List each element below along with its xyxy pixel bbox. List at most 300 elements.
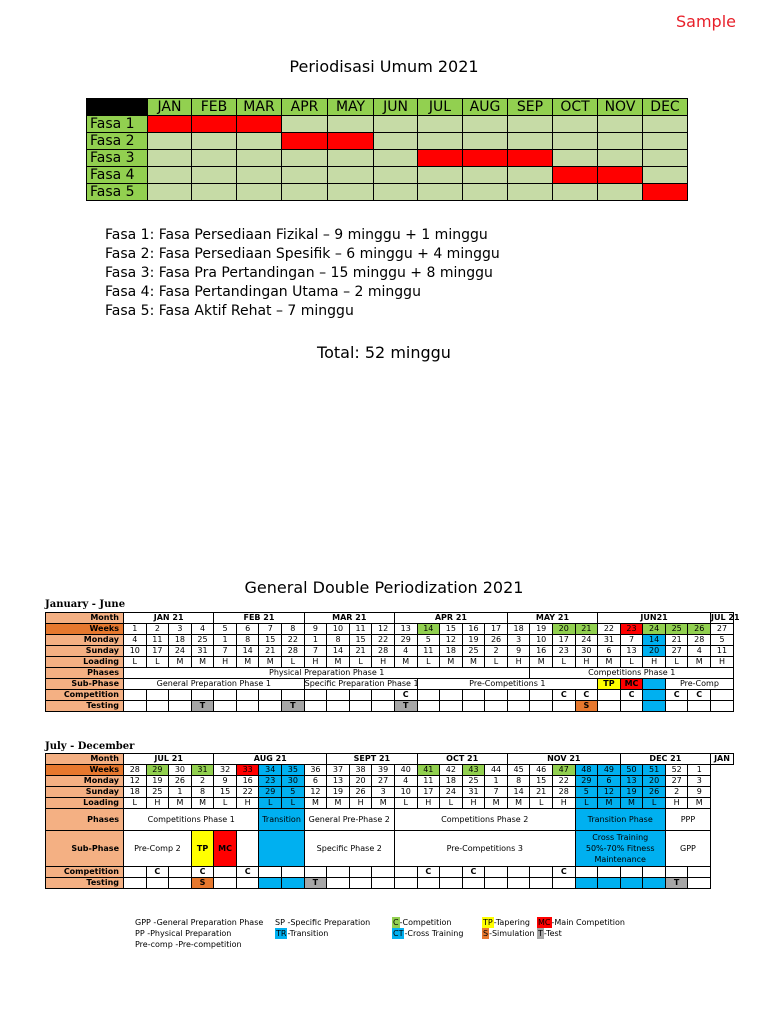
monday-cell: 26 — [169, 776, 192, 787]
week-cell: 30 — [169, 765, 192, 776]
loading-cell: M — [485, 798, 508, 809]
competition-row — [46, 690, 734, 701]
legend-text: -Cross Training — [404, 929, 464, 938]
phases-row — [46, 809, 734, 831]
legend-swatch: T — [538, 929, 543, 938]
loading-cell: M — [191, 657, 214, 668]
phase-cell — [508, 184, 553, 201]
competition-cell — [124, 867, 147, 878]
testing-cell — [124, 878, 147, 889]
legend-text: SP -Specific Preparation — [275, 918, 371, 927]
phase-cell — [237, 167, 282, 184]
month-header: APR — [282, 99, 328, 116]
phase-cell — [553, 167, 598, 184]
testing-cell — [552, 701, 575, 712]
monday-cell: 27 — [372, 776, 395, 787]
row-label: Month — [46, 613, 124, 624]
week-cell: 14 — [417, 624, 440, 635]
week-cell: 52 — [665, 765, 688, 776]
subphase-span: Pre-Competitions 1 — [417, 679, 598, 690]
week-cell: 29 — [146, 765, 169, 776]
week-cell: 26 — [688, 624, 711, 635]
week-cell: 28 — [124, 765, 147, 776]
sunday-cell: 2 — [665, 787, 688, 798]
month-cell: FEB 21 — [214, 613, 304, 624]
sunday-cell: 3 — [372, 787, 395, 798]
testing-row — [46, 701, 734, 712]
legend-text: -Simulation — [489, 929, 535, 938]
loading-cell: L — [440, 798, 463, 809]
phase-cell — [282, 116, 328, 133]
sunday-cell: 20 — [643, 646, 666, 657]
sunday-cell: 6 — [598, 646, 621, 657]
phase-cell — [374, 184, 418, 201]
phase-cell — [192, 150, 237, 167]
week-cell: 2 — [146, 624, 169, 635]
sunday-cell: 7 — [304, 646, 327, 657]
sunday-cell: 22 — [236, 787, 259, 798]
testing-cell: S — [191, 878, 214, 889]
sunday-cell: 27 — [665, 646, 688, 657]
sunday-cell: 11 — [711, 646, 734, 657]
monday-cell: 27 — [665, 776, 688, 787]
loading-cell: M — [372, 798, 395, 809]
row-label: Sub-Phase — [46, 679, 124, 690]
phase-span: Competitions Phase 1 — [530, 668, 734, 679]
loading-cell: M — [440, 657, 463, 668]
monday-row — [46, 635, 734, 646]
loading-cell: M — [327, 657, 350, 668]
week-cell: 46 — [530, 765, 553, 776]
loading-cell: H — [711, 657, 734, 668]
phase-cell — [237, 184, 282, 201]
monday-cell: 17 — [552, 635, 575, 646]
phase-cell — [463, 167, 508, 184]
month-cell: OCT 21 — [417, 754, 507, 765]
competition-cell — [124, 690, 147, 701]
legend-item — [275, 928, 328, 939]
phase-cell — [463, 133, 508, 150]
loading-cell: L — [552, 657, 575, 668]
competition-cell — [259, 690, 282, 701]
phase-span: Transition — [259, 809, 304, 831]
week-cell: 13 — [394, 624, 417, 635]
phase-cell — [328, 133, 374, 150]
competition-cell — [711, 690, 734, 701]
testing-cell — [530, 701, 553, 712]
loading-cell: L — [417, 657, 440, 668]
phase-cell — [598, 167, 643, 184]
phase-row — [87, 150, 688, 167]
competition-cell — [169, 690, 192, 701]
monday-cell: 5 — [417, 635, 440, 646]
month-header: NOV — [598, 99, 643, 116]
loading-cell: H — [552, 798, 575, 809]
sunday-cell: 7 — [214, 646, 237, 657]
loading-cell: L — [530, 798, 553, 809]
testing-cell — [507, 878, 530, 889]
week-cell: 34 — [259, 765, 282, 776]
competition-cell — [327, 690, 350, 701]
phase-cell — [282, 150, 328, 167]
row-label: Phases — [46, 668, 124, 679]
testing-cell — [304, 701, 327, 712]
sunday-cell: 21 — [349, 646, 372, 657]
loading-cell: H — [349, 798, 372, 809]
loading-cell: H — [146, 798, 169, 809]
monday-cell: 29 — [394, 635, 417, 646]
testing-cell — [440, 701, 463, 712]
periodization-title: Periodisasi Umum 2021 — [289, 57, 479, 76]
week-cell: 47 — [552, 765, 575, 776]
loading-cell: M — [169, 798, 192, 809]
phase-cell — [148, 184, 192, 201]
monday-cell: 14 — [643, 635, 666, 646]
week-cell: 22 — [598, 624, 621, 635]
testing-cell — [259, 878, 282, 889]
phase-row — [87, 133, 688, 150]
testing-cell — [507, 701, 530, 712]
week-cell: 23 — [620, 624, 643, 635]
week-cell: 44 — [485, 765, 508, 776]
legend-item — [135, 917, 263, 928]
competition-cell — [327, 867, 350, 878]
monday-cell: 18 — [440, 776, 463, 787]
subphase-row — [46, 831, 734, 867]
testing-cell: T — [191, 701, 214, 712]
testing-cell: T — [282, 701, 305, 712]
monday-cell: 11 — [417, 776, 440, 787]
subphase-span: MC — [620, 679, 643, 690]
month-header-row — [87, 99, 688, 116]
sunday-cell: 24 — [440, 787, 463, 798]
sunday-cell: 25 — [462, 646, 485, 657]
row-label: Competition — [46, 867, 124, 878]
subphase-span: TP — [191, 831, 214, 867]
sunday-cell: 19 — [620, 787, 643, 798]
phase-label: Fasa 2 — [87, 133, 148, 150]
week-cell: 45 — [507, 765, 530, 776]
monday-cell: 12 — [440, 635, 463, 646]
legend-item — [275, 917, 370, 928]
competition-cell — [440, 867, 463, 878]
loading-cell: L — [214, 798, 237, 809]
sunday-cell: 26 — [349, 787, 372, 798]
periodization-table-jul-dec — [45, 753, 734, 889]
testing-cell — [530, 878, 553, 889]
section-title-jul-dec: July - December — [45, 741, 135, 752]
week-cell: 27 — [711, 624, 734, 635]
phase-cell — [192, 133, 237, 150]
testing-cell — [417, 701, 440, 712]
month-header: OCT — [553, 99, 598, 116]
testing-cell — [214, 701, 237, 712]
week-cell: 9 — [304, 624, 327, 635]
weeks-row — [46, 624, 734, 635]
testing-cell — [214, 878, 237, 889]
row-label: Loading — [46, 798, 124, 809]
subphase-span: Pre-Comp 2 — [124, 831, 192, 867]
loading-cell: H — [372, 657, 395, 668]
phase-cell — [237, 150, 282, 167]
phase-cell — [374, 133, 418, 150]
week-cell: 35 — [282, 765, 305, 776]
month-header: MAR — [237, 99, 282, 116]
month-cell: SEPT 21 — [327, 754, 417, 765]
week-cell: 20 — [552, 624, 575, 635]
week-cell: 48 — [575, 765, 598, 776]
loading-cell: M — [598, 657, 621, 668]
monday-cell: 22 — [372, 635, 395, 646]
loading-row — [46, 798, 734, 809]
monday-cell: 6 — [598, 776, 621, 787]
competition-cell — [507, 867, 530, 878]
loading-cell: M — [688, 657, 711, 668]
month-cell: JAN 21 — [124, 613, 214, 624]
row-label: Testing — [46, 701, 124, 712]
legend-item — [537, 917, 625, 928]
phase-span: PPP — [665, 809, 710, 831]
competition-cell — [259, 867, 282, 878]
testing-cell — [485, 878, 508, 889]
legend-item — [392, 917, 451, 928]
competition-cell — [214, 690, 237, 701]
week-cell: 40 — [394, 765, 417, 776]
legend-item — [482, 917, 530, 928]
phase-cell — [463, 184, 508, 201]
competition-cell: C — [665, 690, 688, 701]
loading-cell: L — [620, 657, 643, 668]
phase-cell — [148, 133, 192, 150]
legend-text: PP -Physical Preparation — [135, 929, 232, 938]
testing-cell — [643, 878, 666, 889]
testing-cell — [394, 878, 417, 889]
loading-cell: L — [349, 657, 372, 668]
phase-cell — [598, 133, 643, 150]
competition-cell — [643, 867, 666, 878]
competition-cell: C — [417, 867, 440, 878]
week-cell: 36 — [304, 765, 327, 776]
phase-cell — [598, 184, 643, 201]
week-cell: 4 — [191, 624, 214, 635]
week-cell: 33 — [236, 765, 259, 776]
sunday-cell: 26 — [643, 787, 666, 798]
phase-cell — [508, 133, 553, 150]
month-header: JAN — [148, 99, 192, 116]
week-cell: 43 — [462, 765, 485, 776]
testing-cell — [462, 878, 485, 889]
phase-cell — [328, 167, 374, 184]
phase-month-table — [86, 98, 688, 201]
monday-cell: 3 — [688, 776, 711, 787]
competition-cell: C — [552, 690, 575, 701]
phase-cell — [328, 184, 374, 201]
sunday-cell: 30 — [575, 646, 598, 657]
phase-cell — [148, 150, 192, 167]
week-cell: 42 — [440, 765, 463, 776]
competition-cell — [349, 867, 372, 878]
subphase-span — [236, 831, 259, 867]
phase-cell — [192, 116, 237, 133]
week-cell: 7 — [259, 624, 282, 635]
phase-label: Fasa 5 — [87, 184, 148, 201]
week-cell: 24 — [643, 624, 666, 635]
monday-cell: 18 — [169, 635, 192, 646]
loading-cell: L — [259, 798, 282, 809]
legend-swatch: MC — [538, 918, 551, 927]
sunday-cell: 17 — [417, 787, 440, 798]
competition-cell — [349, 690, 372, 701]
competition-cell: C — [236, 867, 259, 878]
phase-descriptions — [105, 226, 500, 321]
subphase-span: Specific Phase 2 — [304, 831, 394, 867]
monday-cell: 11 — [146, 635, 169, 646]
loading-cell: L — [146, 657, 169, 668]
month-header: SEP — [508, 99, 553, 116]
competition-cell: C — [191, 867, 214, 878]
loading-cell: L — [575, 798, 598, 809]
monday-cell: 3 — [507, 635, 530, 646]
week-cell: 32 — [214, 765, 237, 776]
competition-cell — [214, 867, 237, 878]
phase-span: Competitions Phase 2 — [394, 809, 575, 831]
sunday-cell: 25 — [146, 787, 169, 798]
phase-cell — [192, 184, 237, 201]
week-cell: 38 — [349, 765, 372, 776]
monday-cell: 13 — [327, 776, 350, 787]
loading-cell: L — [124, 657, 147, 668]
phase-cell — [374, 167, 418, 184]
phase-label: Fasa 3 — [87, 150, 148, 167]
loading-cell: H — [236, 798, 259, 809]
row-label: Weeks — [46, 765, 124, 776]
competition-cell — [169, 867, 192, 878]
subphase-span: TP — [598, 679, 621, 690]
competition-cell — [530, 690, 553, 701]
testing-cell — [575, 878, 598, 889]
loading-cell: M — [259, 657, 282, 668]
monday-cell: 24 — [575, 635, 598, 646]
monday-cell: 13 — [620, 776, 643, 787]
sunday-cell: 23 — [552, 646, 575, 657]
monday-cell: 20 — [643, 776, 666, 787]
sunday-cell: 12 — [304, 787, 327, 798]
week-cell: 12 — [372, 624, 395, 635]
month-header: JUL — [418, 99, 463, 116]
phase-cell — [418, 184, 463, 201]
legend-swatch: C — [393, 918, 399, 927]
monday-cell: 30 — [282, 776, 305, 787]
testing-cell — [620, 701, 643, 712]
phase-cell — [418, 150, 463, 167]
monday-cell: 16 — [236, 776, 259, 787]
testing-cell — [598, 878, 621, 889]
competition-cell — [507, 690, 530, 701]
week-cell: 49 — [598, 765, 621, 776]
monday-cell: 29 — [575, 776, 598, 787]
sunday-cell: 9 — [507, 646, 530, 657]
week-cell: 19 — [530, 624, 553, 635]
month-row — [46, 754, 734, 765]
phase-cell — [598, 116, 643, 133]
loading-cell: M — [688, 798, 711, 809]
row-label: Monday — [46, 635, 124, 646]
monday-cell: 1 — [214, 635, 237, 646]
section-title-jan-jun: January - June — [45, 599, 126, 610]
competition-cell — [688, 867, 711, 878]
month-cell: AUG 21 — [214, 754, 327, 765]
header-corner — [87, 99, 148, 116]
monday-cell: 4 — [394, 776, 417, 787]
testing-cell — [169, 701, 192, 712]
monday-cell: 9 — [214, 776, 237, 787]
sunday-cell: 18 — [440, 646, 463, 657]
sunday-cell: 5 — [282, 787, 305, 798]
weeks-row — [46, 765, 734, 776]
loading-cell: M — [620, 798, 643, 809]
row-label: Loading — [46, 657, 124, 668]
phase-cell — [553, 116, 598, 133]
testing-cell — [259, 701, 282, 712]
phase-cell — [374, 116, 418, 133]
monday-cell: 15 — [259, 635, 282, 646]
phase-cell — [643, 116, 688, 133]
legend-swatch: TP — [483, 918, 493, 927]
sunday-cell: 21 — [530, 787, 553, 798]
loading-cell: L — [394, 798, 417, 809]
legend-item — [135, 928, 231, 939]
month-cell: JUL 21 — [124, 754, 214, 765]
loading-cell: L — [282, 657, 305, 668]
legend-swatch: S — [483, 929, 489, 938]
loading-cell: M — [530, 657, 553, 668]
week-cell: 21 — [575, 624, 598, 635]
month-cell: JUL 21 — [711, 613, 740, 622]
phase-cell — [508, 116, 553, 133]
testing-cell — [643, 701, 666, 712]
subphase-span: GPP — [665, 831, 710, 867]
phase-description: Fasa 1: Fasa Persediaan Fizikal – 9 minggu + 1 minggu — [105, 227, 488, 243]
phase-row — [87, 116, 688, 133]
sunday-cell: 19 — [327, 787, 350, 798]
legend-text: -Competition — [399, 918, 452, 927]
phase-row — [87, 167, 688, 184]
sunday-cell: 18 — [124, 787, 147, 798]
month-header: FEB — [192, 99, 237, 116]
legend-text: -Tapering — [493, 918, 530, 927]
phase-cell — [598, 150, 643, 167]
competition-cell — [440, 690, 463, 701]
sunday-cell: 14 — [507, 787, 530, 798]
phase-span: Physical Preparation Phase 1 — [124, 668, 530, 679]
double-periodization-title: General Double Periodization 2021 — [244, 578, 524, 597]
row-label: Monday — [46, 776, 124, 787]
competition-cell — [394, 867, 417, 878]
week-cell: 8 — [282, 624, 305, 635]
loading-cell: H — [462, 798, 485, 809]
phase-description: Fasa 3: Fasa Pra Pertandingan – 15 minggu + 8 minggu — [105, 265, 493, 281]
monday-cell: 25 — [462, 776, 485, 787]
competition-cell: C — [552, 867, 575, 878]
phase-description: Fasa 2: Fasa Persediaan Spesifik – 6 minggu + 4 minggu — [105, 246, 500, 262]
phase-cell — [643, 133, 688, 150]
competition-cell — [485, 690, 508, 701]
loading-cell: M — [236, 657, 259, 668]
phase-span: Transition Phase — [575, 809, 665, 831]
phase-cell — [282, 167, 328, 184]
sunday-cell: 11 — [417, 646, 440, 657]
legend-text: -Transition — [287, 929, 329, 938]
